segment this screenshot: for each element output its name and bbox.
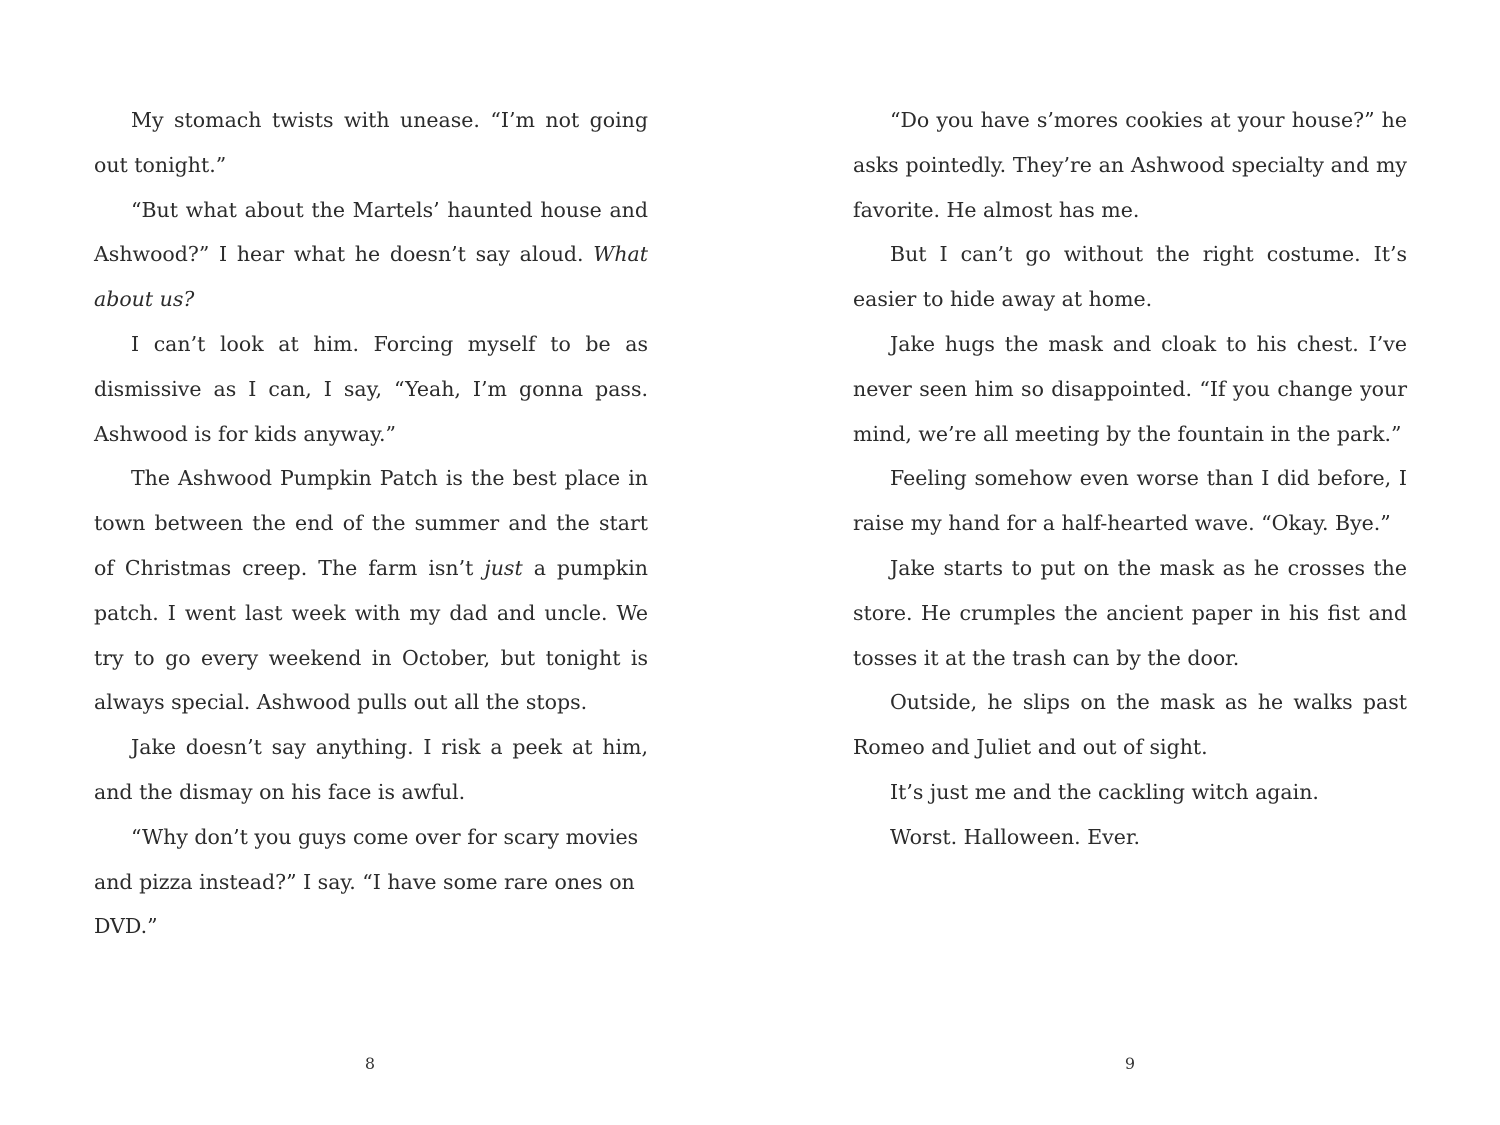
paragraph <box>853 770 1407 815</box>
page-number: 9 <box>1124 1054 1136 1073</box>
text-segment: “Why don’t you guys come over for scary movies and pizza instead?” I say. “I have some rare ones on DVD.” <box>94 824 639 939</box>
italic-text-segment: just <box>484 555 523 580</box>
paragraph <box>94 456 648 725</box>
right-page <box>853 98 1407 860</box>
text-segment: Jake starts to put on the mask as he crosses the store. He crumples the ancient paper in his fist and tosses it at the trash can by the door. <box>853 555 1407 670</box>
text-segment: I can’t look at him. Forcing myself to be as dismissive as I can, I say, “Yeah, I’m gonna pass. Ashwood is for kids anyway.” <box>94 331 648 446</box>
paragraph <box>853 456 1407 546</box>
text-segment: Feeling somehow even worse than I did before, I raise my hand for a half-hearted wave. “Okay. Bye.” <box>853 466 1407 536</box>
paragraph <box>853 680 1407 770</box>
paragraph <box>94 815 648 949</box>
paragraph <box>853 322 1407 456</box>
text-segment: a pumpkin patch. I went last week with my dad and uncle. We try to go every weekend in October, but tonight is always special. Ashwood pulls out all the stops. <box>94 555 648 715</box>
paragraph <box>94 98 648 188</box>
page-number: 8 <box>364 1054 376 1073</box>
paragraph <box>94 322 648 456</box>
text-segment: Worst. Halloween. Ever. <box>890 824 1140 849</box>
paragraph <box>853 98 1407 232</box>
paragraph <box>853 815 1407 860</box>
left-page <box>94 98 648 949</box>
text-segment: My stomach twists with unease. “I’m not going out tonight.” <box>94 108 648 177</box>
text-segment: But I can’t go without the right costume. It’s easier to hide away at home. <box>853 242 1407 312</box>
text-segment: The Ashwood Pumpkin Patch is the best place in town between the end of the summer and the start of Christmas creep. The farm isn’t <box>94 466 648 580</box>
italic-text-segment: What about us? <box>94 242 648 312</box>
paragraph <box>853 546 1407 680</box>
text-segment: “Do you have s’mores cookies at your house?” he asks pointedly. They’re an Ashwood specialty and my favorite. He almost has me. <box>853 108 1407 222</box>
paragraph <box>94 725 648 815</box>
text-segment: Jake doesn’t say anything. I risk a peek at him, and the dismay on his face is awful. <box>94 735 648 804</box>
paragraph <box>94 188 648 322</box>
text-segment: “But what about the Martels’ haunted house and Ashwood?” I hear what he doesn’t say aloud. <box>94 197 648 267</box>
paragraph <box>853 232 1407 322</box>
text-segment: Jake hugs the mask and cloak to his chest. I’ve never seen him so disappointed. “If you change your mind, we’re all meeting by the fountain in the park.” <box>853 331 1407 446</box>
text-segment: It’s just me and the cackling witch again. <box>890 779 1319 804</box>
text-segment: Outside, he slips on the mask as he walks past Romeo and Juliet and out of sight. <box>853 690 1407 760</box>
